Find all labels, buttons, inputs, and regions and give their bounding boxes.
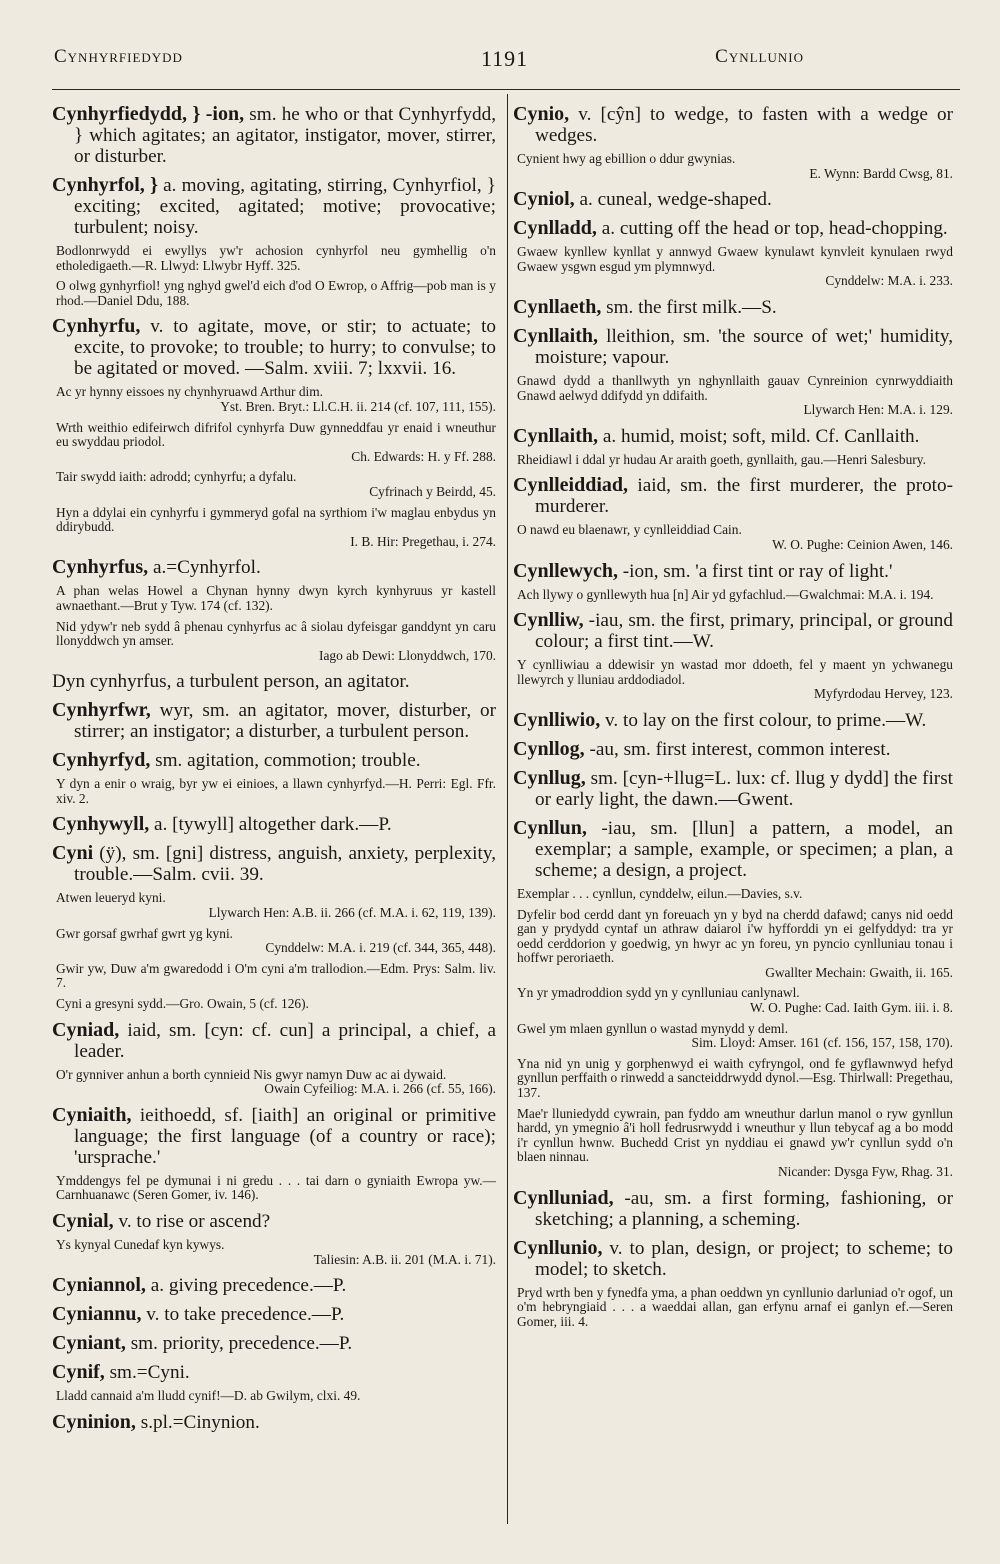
quotation-source: W. O. Pughe: Cad. Iaith Gym. iii. i. 8.	[750, 1000, 953, 1016]
quotation-source: Taliesin: A.B. ii. 201 (M.A. i. 71).	[313, 1251, 496, 1267]
dictionary-entry	[513, 189, 953, 210]
dictionary-entry	[52, 1333, 496, 1354]
dictionary-entry	[52, 1211, 496, 1232]
quotation-text: Cyni a gresyni sydd.—Gro. Owain, 5 (cf. 126).	[56, 996, 309, 1012]
dictionary-entry	[52, 104, 496, 167]
definition: -ion, sm. 'a first tint or ray of light.'	[618, 560, 893, 582]
quotation-source: E. Wynn: Bardd Cwsg, 81.	[809, 165, 953, 181]
quotation-text: Lladd cannaid a'm lludd cynif!—D. ab Gwilym, clxi. 49.	[56, 1388, 361, 1404]
quotation-text: Gwaew kynllew kynllat y annwyd Gwaew kynulawt kynvleit kynulaen rwyd Gwaew ysgwn esgud ym plymnwyd.	[517, 244, 953, 274]
headword: Cynlluniad,	[513, 1186, 614, 1209]
quotation	[517, 523, 953, 552]
quotation-text: Yn yr ymadroddion sydd yn y cynlluniau canlynawl.	[517, 985, 800, 1001]
dictionary-entry	[52, 700, 496, 742]
quotation	[56, 584, 496, 613]
headword: Cyniannol,	[52, 1274, 146, 1297]
definition: a. [tywyll] altogether dark.—P.	[149, 814, 392, 836]
quotation-text: Gnawd dydd a thanllwyth yn nghynllaith gauav Cynreinion cynrwyddiaith Gnawd aelwyd ddifydd yn ddifaith.	[517, 372, 953, 403]
quotation-source: Nicander: Dysga Fyw, Rhag. 31.	[777, 1164, 953, 1179]
definition: sm. [cyn-+llug=L. lux: cf. llug y dydd] the first or early light, the dawn.—Gwent.	[535, 767, 953, 810]
dictionary-entry	[513, 1188, 953, 1230]
headword: Cynlliw,	[513, 609, 584, 632]
quotation	[56, 279, 496, 308]
headword: Cynhyrfyd,	[52, 749, 151, 772]
headword: Cynial,	[52, 1210, 114, 1232]
quotation-text: Dyfelir bod cerdd dant yn foreuach yn y byd na cherdd dafawd; canys nid oedd gan y prydydd cyntaf un athraw daiarol i'w hyfforddi yn ei gelfyddyd: tra yr oedd cerddorion y goedwig, yn hwyr ac yn foreu, yn pyncio cynlluniau tonau i hoffwr peroriaeth.	[517, 906, 953, 966]
dictionary-entry	[52, 843, 496, 885]
quotation	[517, 1022, 953, 1051]
headword: Cynllunio,	[513, 1236, 603, 1259]
definition: v. [cŷn] to wedge, to fasten with a wedge or wedges.	[535, 104, 953, 146]
headword: Cynif,	[52, 1361, 105, 1384]
quotation-text: Nid ydyw'r neb sydd â phenau cynhyrfus ac â siolau dyfeisgar ganddynt yn caru llonyddwch yn amser.	[56, 618, 496, 649]
quotation	[517, 152, 953, 181]
dictionary-entry	[513, 218, 953, 239]
dictionary-entry	[52, 814, 496, 835]
definition: a. cutting off the head or top, head-chopping.	[596, 218, 948, 240]
quotation-text: Hyn a ddylai ein cynhyrfu i gymmeryd gofal na syrthiom i'w maglau enbydus yn ddirybudd.	[56, 504, 496, 535]
definition: v. to lay on the first colour, to prime.—W.	[600, 709, 927, 731]
headword: Cynhywyll,	[52, 813, 150, 836]
dictionary-entry	[513, 1238, 953, 1280]
quotation	[56, 891, 496, 920]
quotation-source: Owain Cyfeiliog: M.A. i. 266 (cf. 55, 166).	[264, 1081, 496, 1097]
quotation	[56, 1174, 496, 1203]
dictionary-entry	[52, 1304, 496, 1325]
definition: sm. priority, precedence.—P.	[125, 1333, 353, 1355]
headword: Cynllun,	[513, 816, 587, 839]
dictionary-entry	[513, 710, 953, 731]
quotation	[56, 620, 496, 664]
left-column	[52, 96, 496, 1534]
headword: Cyniaith,	[52, 1103, 132, 1126]
dictionary-entry	[513, 475, 953, 517]
quotation	[56, 244, 496, 273]
definition: a. giving precedence.—P.	[145, 1275, 347, 1297]
right-column	[513, 96, 953, 1534]
quotation	[56, 777, 496, 806]
definition: -iau, sm. [llun] a pattern, a model, an exemplar; a sample, example, or specimen; a plan, a scheme; a design, a project.	[535, 817, 953, 881]
quotation-source: Gwallter Mechain: Gwaith, ii. 165.	[765, 964, 953, 980]
dictionary-entry	[513, 739, 953, 760]
quotation-text: Exemplar . . . cynllun, cynddelw, eilun.—Davies, s.v.	[517, 885, 803, 901]
headword: Cyniol,	[513, 188, 575, 211]
running-header	[46, 46, 954, 76]
quotation-text: Ys kynyal Cunedaf kyn kywys.	[56, 1237, 225, 1252]
definition: v. to rise or ascend?	[113, 1211, 271, 1232]
definition: iaid, sm. [cyn: cf. cun] a principal, a chief, a leader.	[74, 1019, 496, 1062]
dictionary-entry	[513, 104, 953, 146]
quotation-text: Ymddengys fel pe dymunai i ni gredu . . . tai darn o gyniaith Ewropa yw.—Carnhuanawc (Seren Gomer, iv. 146).	[56, 1172, 496, 1203]
headword: Cynlladd,	[513, 217, 597, 240]
definition: a. moving, agitating, stirring, Cynhyrfiol, } exciting; excited, agitated; motive; provocative; turbulent; noisy.	[74, 175, 496, 238]
dictionary-entry	[513, 326, 953, 368]
dictionary-entry	[513, 426, 953, 447]
headword: Cynlleiddiad,	[513, 474, 629, 497]
headword: Cynllaith,	[513, 324, 599, 347]
dictionary-entry	[52, 750, 496, 771]
quotation	[56, 927, 496, 956]
quotation-text: Y cynlliwiau a ddewisir yn wastad mor ddoeth, fel y maent yn ychwanegu llewyrch y lluniau arddodiadol.	[517, 657, 953, 687]
quotation-text: Cynient hwy ag ebillion o ddur gwynias.	[517, 151, 736, 166]
quotation-text: Gwr gorsaf gwrhaf gwrt yg kyni.	[56, 925, 234, 941]
definition: ieithoedd, sf. [iaith] an original or primitive language; the first language (of a country or race); 'ursprache.'	[74, 1104, 496, 1168]
quotation	[517, 1057, 953, 1101]
quotation-text: Bodlonrwydd ei ewyllys yw'r achosion cynhyrfol neu gymhellig o'n etholedigaeth.—R. Llwyd: Llwybr Hyff. 325.	[56, 243, 496, 273]
quotation	[56, 385, 496, 414]
headword: Cynhyrfus,	[52, 556, 149, 579]
quotation-source: Cyfrinach y Beirdd, 45.	[369, 483, 496, 499]
quotation-text: O nawd eu blaenawr, y cynlleiddiad Cain.	[517, 522, 742, 538]
headword: Cyninion,	[52, 1410, 136, 1433]
quotation-text: Wrth weithio edifeirwch difrifol cynhyrfa Duw gynneddfau yr enaid i wneuthur eu swyddau priodol.	[56, 419, 496, 450]
quotation	[517, 986, 953, 1015]
definition: -au, sm. a first forming, fashioning, or sketching; a planning, a scheming.	[535, 1187, 953, 1230]
definition: v. to take precedence.—P.	[141, 1304, 345, 1326]
definition: a.=Cynhyrfol.	[148, 557, 261, 579]
headword: Cynllug,	[513, 766, 586, 789]
header-left-guideword: Cynhyrfiedydd	[54, 46, 183, 67]
column-divider	[507, 94, 508, 1524]
dictionary-entry	[513, 768, 953, 810]
dictionary-entry	[52, 175, 496, 238]
headword: Cynhyrfol, }	[52, 174, 159, 196]
header-rule	[52, 89, 960, 90]
dictionary-entry	[52, 316, 496, 379]
definition: v. to plan, design, or project; to scheme; to model; to sketch.	[535, 1237, 953, 1280]
quotation	[517, 908, 953, 981]
quotation	[517, 887, 953, 902]
dictionary-entry	[52, 1412, 496, 1433]
dictionary-entry	[513, 610, 953, 652]
quotation-source: Llywarch Hen: M.A. i. 129.	[803, 402, 953, 418]
quotation-source: Ch. Edwards: H. y Ff. 288.	[351, 448, 496, 464]
quotation-source: Iago ab Dewi: Llonyddwch, 170.	[318, 647, 496, 663]
quotation	[56, 1068, 496, 1097]
header-right-guideword: Cynllunio	[715, 46, 804, 67]
quotation-source: Yst. Bren. Bryt.: Ll.C.H. ii. 214 (cf. 107, 111, 155).	[220, 398, 496, 414]
headword: Cynhyrfwr,	[52, 699, 151, 722]
quotation-source: I. B. Hir: Pregethau, i. 274.	[350, 533, 496, 549]
page-number: 1191	[481, 46, 529, 71]
quotation-text: Pryd wrth ben y fynedfa yma, a phan oeddwn yn cynllunio darluniad o'r ogof, un o'm hebryngiaid . . . a waeddai allan, gan erfynu arnaf ei ganlyn ef.—Seren Gomer, iii. 4.	[517, 1284, 953, 1329]
quotation	[517, 245, 953, 289]
dictionary-entry	[52, 1105, 496, 1168]
quotation-text: Y dyn a enir o wraig, byr yw ei einioes, a llawn cynhyrfyd.—H. Perri: Egl. Ffr. xiv. 2.	[56, 776, 496, 806]
headword: Cyniad,	[52, 1018, 120, 1041]
definition: wyr, sm. an agitator, mover, disturber, or stirrer; an instigator; a disturber, a turbulent person.	[74, 700, 496, 743]
quotation-text: A phan welas Howel a Chynan hynny dwyn kyrch kynhyruus yr kastell awnaethant.—Brut y Tyw. 174 (cf. 132).	[56, 583, 496, 613]
dictionary-entry	[52, 1020, 496, 1062]
quotation-text: O olwg gynhyrfiol! yng nghyd gwel'd eich d'od O Ewrop, o Affrig—pob man is y rhod.—Daniel Ddu, 188.	[56, 278, 496, 308]
quotation-text: Atwen leueryd kyni.	[56, 890, 166, 906]
quotation	[56, 470, 496, 499]
definition: v. to agitate, move, or stir; to actuate; to excite, to provoke; to trouble; to hurry; to convulse; to be agitated or moved. —Salm. xviii. 7; lxxvii. 16.	[74, 316, 496, 380]
quotation-source: Llywarch Hen: A.B. ii. 266 (cf. M.A. i. 62, 119, 139).	[208, 905, 496, 921]
headword: Cynllog,	[513, 737, 585, 760]
definition: (ÿ), sm. [gni] distress, anguish, anxiety, perplexity, trouble.—Salm. cvii. 39.	[74, 843, 496, 886]
quotation-source: W. O. Pughe: Ceinion Awen, 146.	[772, 536, 953, 552]
headword: Cynhyrfu,	[52, 315, 141, 338]
headword: Cyniant,	[52, 1332, 126, 1355]
dictionary-entry	[52, 1275, 496, 1296]
definition: iaid, sm. the first murderer, the proto-murderer.	[535, 475, 953, 518]
quotation-text: O'r gynniver anhun a borth cynnieid Nis gwyr namyn Duw ac ai dywaid.	[56, 1066, 447, 1082]
headword: Cynllaeth,	[513, 295, 602, 318]
definition: sm.=Cyni.	[104, 1362, 190, 1384]
quotation	[56, 997, 496, 1012]
quotation-text: Ac yr hynny eissoes ny chynhyruawd Arthur dim.	[56, 384, 324, 400]
quotation-source: Cynddelw: M.A. i. 219 (cf. 344, 365, 448).	[265, 940, 496, 956]
definition: lleithion, sm. 'the source of wet;' humidity, moisture; vapour.	[535, 325, 953, 368]
definition: -iau, sm. the first, primary, principal, or ground colour; a first tint.—W.	[535, 610, 953, 653]
quotation-text: Ach llywy o gynllewyth hua [n] Air yd gyfachlud.—Gwalchmai: M.A. i. 194.	[517, 586, 934, 602]
quotation	[56, 1389, 496, 1404]
definition: a. humid, moist; soft, mild. Cf. Canllaith.	[598, 425, 920, 447]
headword: Cynio,	[513, 103, 570, 125]
quotation-text: Gwel ym mlaen gynllun o wastad mynydd y deml.	[517, 1020, 789, 1036]
quotation-text: Tair swydd iaith: adrodd; cynhyrfu; a dyfalu.	[56, 469, 297, 485]
quotation-text: Gwir yw, Duw a'm gwaredodd i O'm cyni a'm trallodion.—Edm. Prys: Salm. liv. 7.	[56, 960, 496, 991]
dictionary-entry	[513, 297, 953, 318]
headword: Cynllewych,	[513, 559, 618, 582]
headword: Cynllaith,	[513, 424, 599, 447]
quotation-source: Myfyrdodau Hervey, 123.	[814, 686, 953, 702]
definition: sm. agitation, commotion; trouble.	[150, 750, 421, 772]
quotation	[517, 1286, 953, 1330]
quotation	[56, 962, 496, 991]
definition: sm. the first milk.—S.	[601, 296, 777, 318]
quotation-text: Rheidiawl i ddal yr hudau Ar araith goeth, gynllaith, gau.—Henri Salesbury.	[517, 451, 926, 467]
quotation-text: Mae'r lluniedydd cywrain, pan fyddo am wneuthur darlun manol o ryw gynllun hardd, yn ymegnio â'i holl fedrusrwydd i wneuthur y llun tebycaf ag a bo modd i'r cynllun hwnw. Buchedd Crist yn nyddiau ei gnawd yw'r cynllun sydd o'n blaen ninnau.	[517, 1105, 953, 1165]
headword: Cynlliwio,	[513, 708, 601, 731]
dictionary-entry	[52, 557, 496, 578]
definition: sm. he who or that Cynhyrfydd, } which agitates; an agitator, instigator, mover, stirrer, or disturber.	[74, 104, 496, 167]
dictionary-entry	[513, 818, 953, 881]
definition: Dyn cynhyrfus, a turbulent person, an agitator.	[52, 671, 410, 693]
definition: -au, sm. first interest, common interest.	[584, 738, 891, 760]
quotation	[56, 506, 496, 550]
definition: s.pl.=Cinynion.	[135, 1411, 260, 1433]
quotation	[56, 421, 496, 465]
quotation	[517, 658, 953, 702]
quotation	[517, 453, 953, 468]
headword: Cyni	[52, 842, 94, 865]
headword: Cyniannu,	[52, 1303, 142, 1326]
quotation	[517, 588, 953, 603]
quotation-text: Yna nid yn unig y gorphenwyd ei waith cyfryngol, ond fe gyflawnwyd hefyd gynllun perffaith o rinwedd a sancteiddrwydd dynol.—Esg. Thirlwall: Pregethau, 137.	[517, 1055, 953, 1101]
definition: a. cuneal, wedge-shaped.	[574, 189, 772, 211]
headword: Cynhyrfiedydd, } -ion,	[52, 103, 245, 125]
dictionary-entry	[513, 561, 953, 582]
quotation	[517, 1107, 953, 1180]
quotation-source: Cynddelw: M.A. i. 233.	[825, 273, 953, 289]
dictionary-entry	[52, 1362, 496, 1383]
quotation	[517, 374, 953, 418]
dictionary-entry	[52, 671, 496, 692]
quotation-source: Sim. Lloyd: Amser. 161 (cf. 156, 157, 158, 170).	[691, 1035, 953, 1051]
quotation	[56, 1238, 496, 1267]
